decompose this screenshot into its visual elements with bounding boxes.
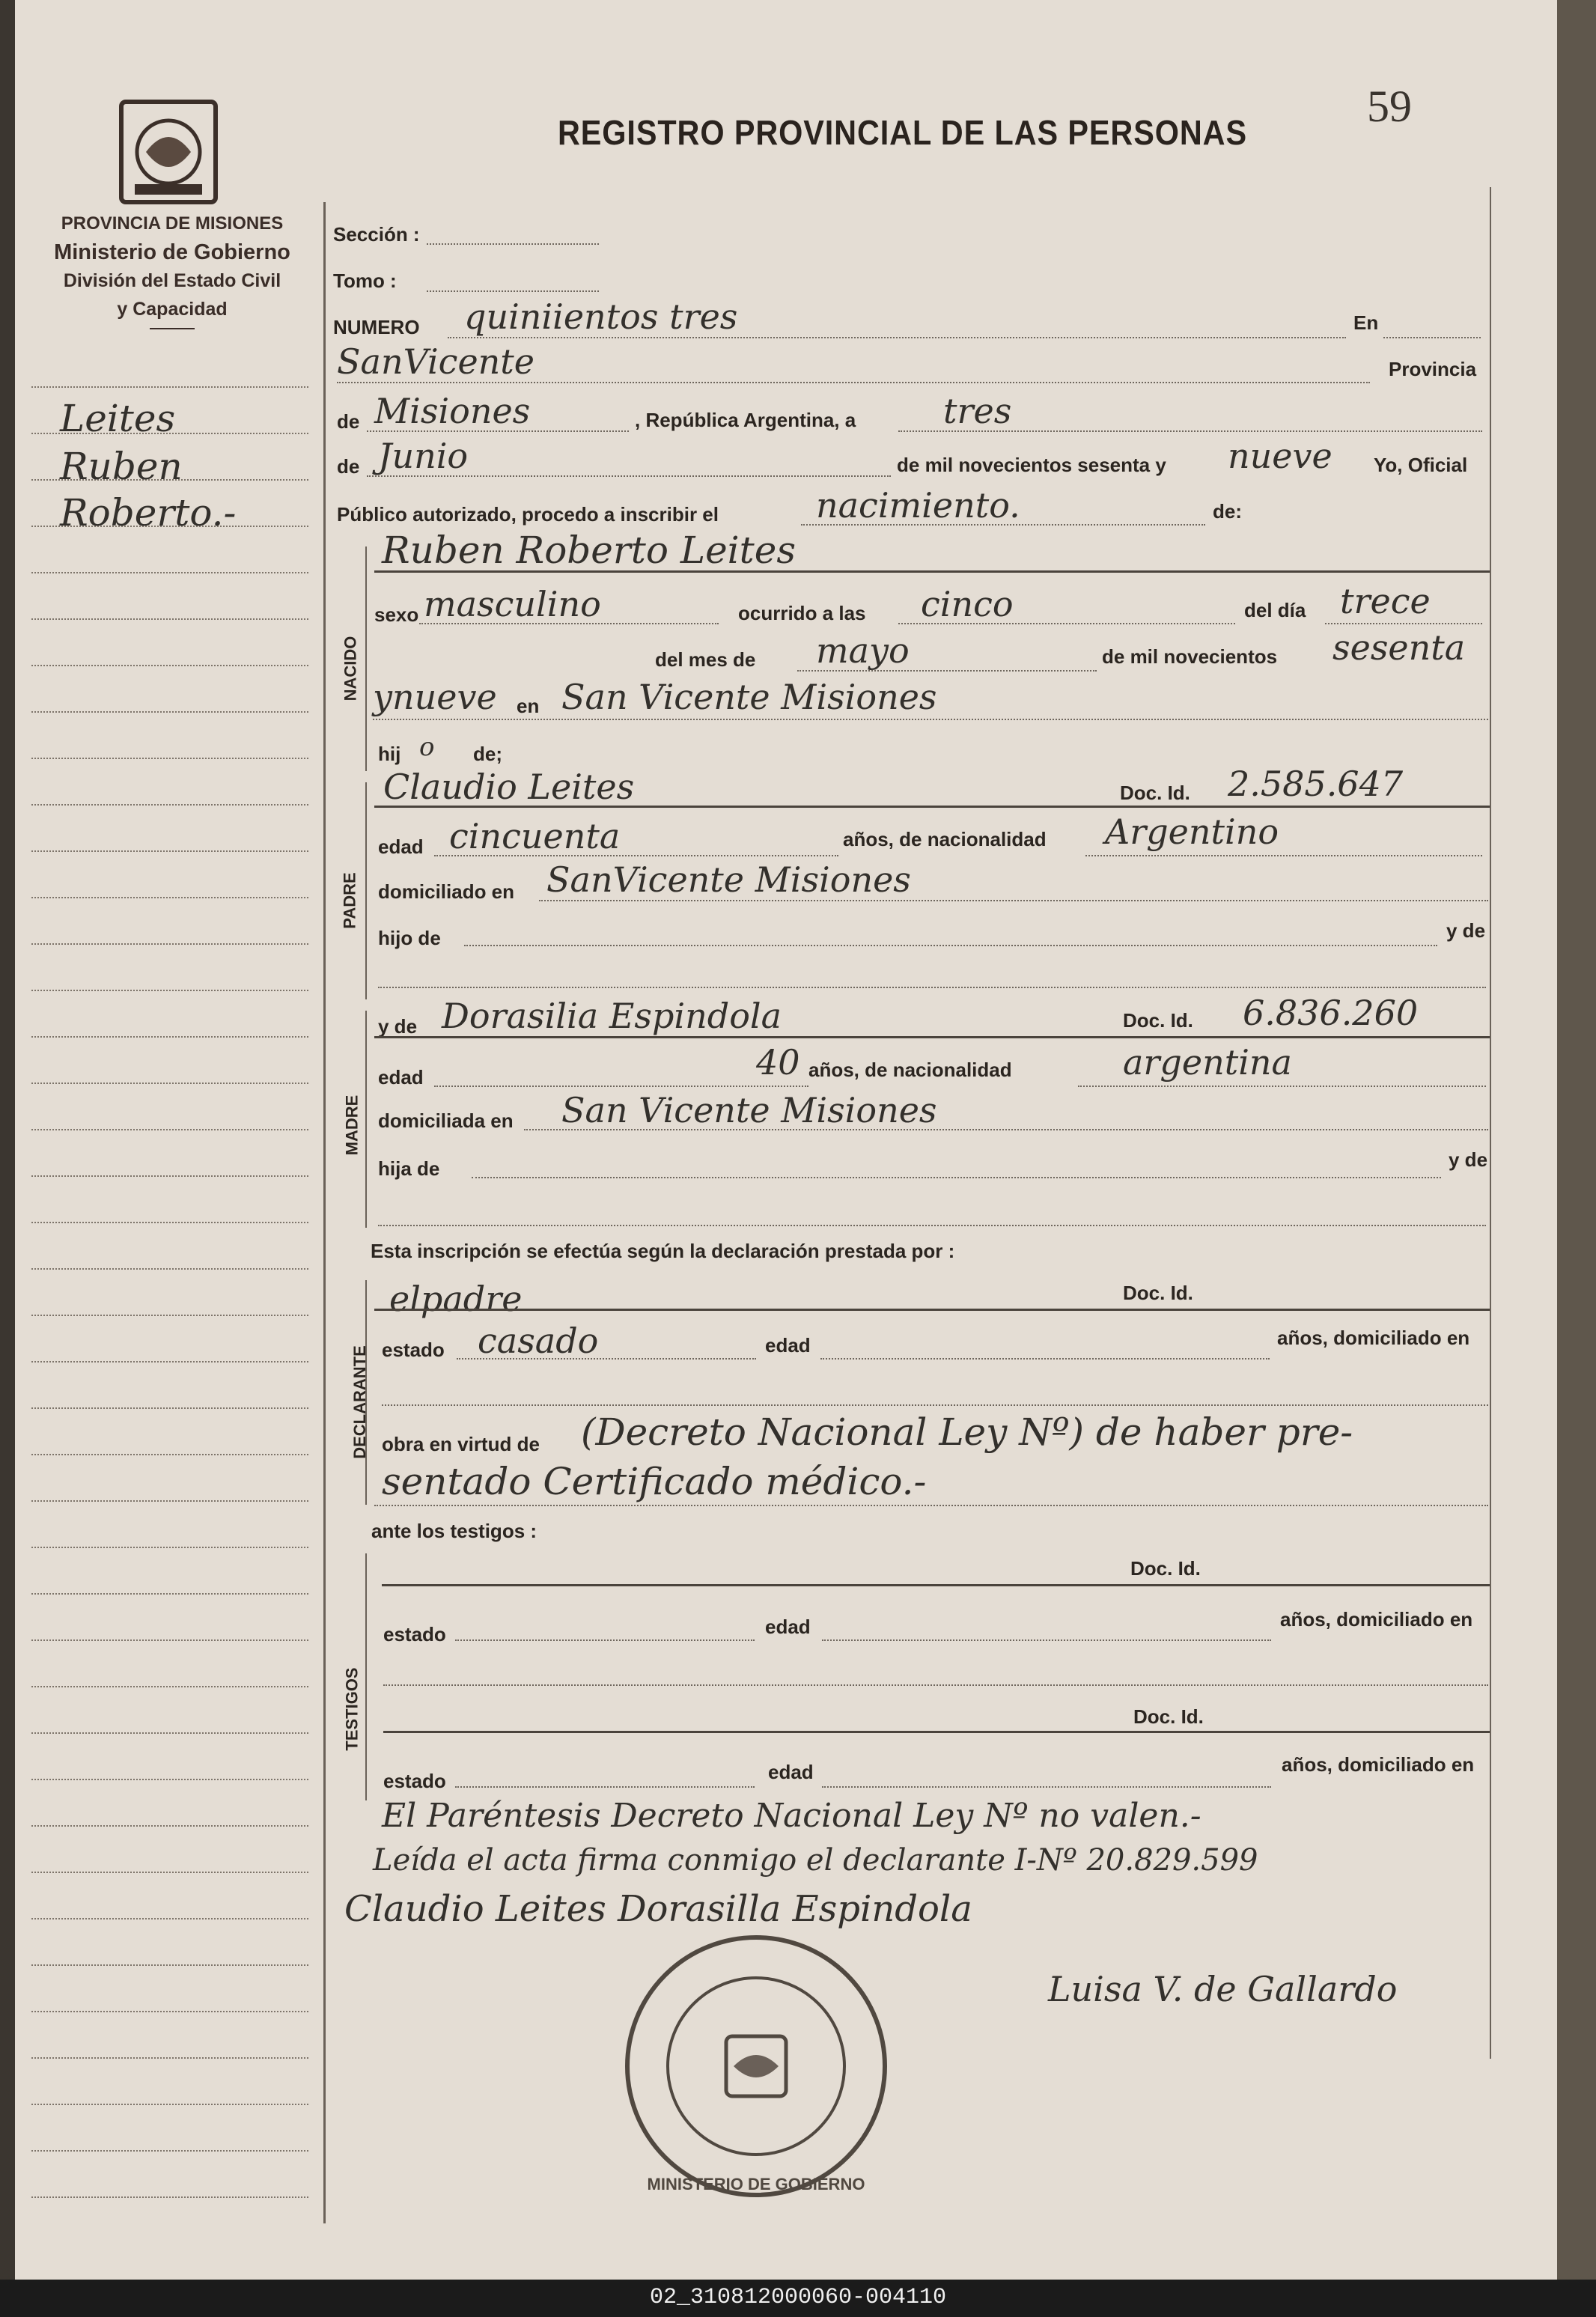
obra-value-2: sentado Certificado médico.- <box>382 1460 927 1503</box>
margin-first-name: Ruben <box>60 445 183 488</box>
ministry-line-4: y Capacidad <box>117 299 228 320</box>
section-label-madre: MADRE <box>342 1094 362 1156</box>
sexo-value: masculino <box>424 584 601 624</box>
en-label-2: en <box>517 695 540 717</box>
sexo-label: sexo <box>374 603 419 626</box>
madre-nombre: Dorasilia Espindola <box>442 996 782 1036</box>
document-title: REGISTRO PROVINCIAL DE LAS PERSONAS <box>558 113 1247 152</box>
section-bracket-padre <box>365 782 367 999</box>
de-semi-label: de; <box>473 743 502 765</box>
lugar-value: SanVicente <box>337 341 535 382</box>
padre-doc: 2.585.647 <box>1228 764 1404 804</box>
page-number: 59 <box>1367 82 1412 131</box>
dia-value: tres <box>943 391 1012 431</box>
madre-doc-label: Doc. Id. <box>1123 1009 1193 1032</box>
declarante-value: elpadre <box>389 1279 523 1319</box>
book-binding <box>1557 0 1596 2280</box>
closing-line-1: El Paréntesis Decreto Nacional Ley Nº no valen.- <box>382 1797 1201 1835</box>
padre-edad: cincuenta <box>449 816 621 856</box>
de-label: de <box>337 410 360 433</box>
anio-value: nueve <box>1228 436 1332 476</box>
padre-nac-label: años, de nacionalidad <box>843 828 1047 850</box>
closing-line-2: Leída el acta firma conmigo el declarante I-Nº 20.829.599 <box>373 1843 1258 1878</box>
testigo1-dom-label: años, domiciliado en <box>1280 1608 1473 1631</box>
nombre-value: Ruben Roberto Leites <box>382 529 797 572</box>
de-label-2: de <box>337 455 360 478</box>
hij-value: o <box>419 732 435 762</box>
del-mes-label: del mes de <box>655 648 756 671</box>
madre-edad: 40 <box>756 1042 800 1083</box>
hij-label: hij <box>378 743 401 765</box>
padre-dom-label: domiciliado en <box>378 880 515 903</box>
declarante-doc-label: Doc. Id. <box>1123 1282 1193 1304</box>
seal-text: MINISTERIO DE GOBIERNO <box>647 2175 865 2193</box>
madre-y-de-label-2: y de <box>1449 1148 1488 1171</box>
lugar-nac-value: San Vicente Misiones <box>561 677 937 717</box>
madre-y-de-label: y de <box>378 1015 418 1038</box>
margin-divider <box>323 202 326 2223</box>
official-signature: Luisa V. de Gallardo <box>1048 1969 1398 2009</box>
declarante-edad-label: edad <box>765 1334 811 1357</box>
testigo1-estado-label: estado <box>383 1623 446 1645</box>
testigo2-dom-label: años, domiciliado en <box>1282 1753 1475 1776</box>
mil-nov-label: de mil novecientos <box>1102 645 1278 668</box>
padre-y-de-label: y de <box>1446 919 1486 942</box>
madre-doc: 6.836.260 <box>1243 993 1419 1033</box>
madre-dom-label: domiciliada en <box>378 1109 514 1132</box>
acto-value: nacimiento. <box>816 485 1020 526</box>
padre-nac: Argentino <box>1105 812 1279 852</box>
seccion-label: Sección : <box>333 223 420 246</box>
testigo2-estado-label: estado <box>383 1770 446 1792</box>
mil-label: de mil novecientos sesenta y <box>897 454 1166 476</box>
section-label-padre: PADRE <box>340 872 359 929</box>
numero-value: quiniientos tres <box>464 296 738 337</box>
coat-of-arms-icon <box>112 96 225 208</box>
yo-oficial-label: Yo, Oficial <box>1374 454 1468 476</box>
ocurrido-label: ocurrido a las <box>738 602 866 624</box>
margin-surname: Leites <box>60 397 176 440</box>
margin-second-name: Roberto.- <box>60 491 237 535</box>
numero-label: NUMERO <box>333 316 420 338</box>
del-dia-label: del día <box>1244 599 1306 621</box>
republica-label: , República Argentina, a <box>635 409 856 431</box>
provincia-value: Misiones <box>374 391 531 431</box>
section-bracket-testigos <box>365 1553 367 1800</box>
obra-value-1: (Decreto Nacional Ley Nº) de haber pre- <box>581 1410 1353 1454</box>
section-label-nacido: NACIDO <box>341 636 360 701</box>
en-label: En <box>1353 311 1379 334</box>
image-id: 02_310812000060-004110 <box>649 2285 947 2310</box>
anio-nac-value: ynueve <box>373 677 497 717</box>
declarante-dom-label: años, domiciliado en <box>1277 1327 1470 1349</box>
inscripcion-label: Esta inscripción se efectúa según la declaración prestada por : <box>371 1240 955 1262</box>
ministry-header <box>15 210 329 329</box>
decada-value: sesenta <box>1332 627 1466 668</box>
dia-nac-value: trece <box>1340 581 1431 621</box>
right-frame <box>1490 187 1491 2059</box>
declarante-estado-label: estado <box>382 1339 445 1361</box>
section-bracket-madre <box>365 1011 367 1228</box>
padre-dom: SanVicente Misiones <box>546 859 911 900</box>
ministry-line-3: División del Estado Civil <box>63 270 281 291</box>
section-bracket-nacido <box>365 546 367 771</box>
testigo2-doc-label: Doc. Id. <box>1133 1705 1204 1728</box>
provincia-label: Provincia <box>1389 358 1477 380</box>
testigo1-edad-label: edad <box>765 1616 811 1638</box>
tomo-label: Tomo : <box>333 270 397 292</box>
obra-label: obra en virtud de <box>382 1433 540 1455</box>
ministry-line-2: Ministerio de Gobierno <box>54 240 290 264</box>
ministry-line-1: PROVINCIA DE MISIONES <box>61 213 284 234</box>
testigo2-edad-label: edad <box>768 1761 814 1783</box>
madre-nac: argentina <box>1123 1042 1292 1083</box>
testigo1-doc-label: Doc. Id. <box>1130 1557 1201 1580</box>
official-seal-icon <box>614 1924 898 2208</box>
section-label-declarante: DECLARANTE <box>350 1345 369 1459</box>
publico-label: Público autorizado, procedo a inscribir el <box>337 503 719 526</box>
padre-doc-label: Doc. Id. <box>1120 782 1190 804</box>
madre-hija-de-label: hija de <box>378 1157 440 1180</box>
testigos-label: ante los testigos : <box>371 1520 537 1542</box>
padre-edad-label: edad <box>378 835 424 858</box>
de-colon-label: de: <box>1213 500 1242 523</box>
mes-value: Junio <box>378 436 469 476</box>
madre-nac-label: años, de nacionalidad <box>808 1059 1012 1081</box>
ministry-underline <box>150 328 195 329</box>
padre-nombre: Claudio Leites <box>383 767 635 807</box>
madre-edad-label: edad <box>378 1066 424 1089</box>
mes-nac-value: mayo <box>816 630 910 671</box>
declarante-estado: casado <box>478 1321 599 1361</box>
madre-dom: San Vicente Misiones <box>561 1090 937 1130</box>
hora-value: cinco <box>921 584 1014 624</box>
padre-hijo-de-label: hijo de <box>378 927 441 949</box>
signatures: Claudio Leites Dorasilla Espindola <box>344 1888 972 1930</box>
section-label-testigos: TESTIGOS <box>342 1667 362 1751</box>
